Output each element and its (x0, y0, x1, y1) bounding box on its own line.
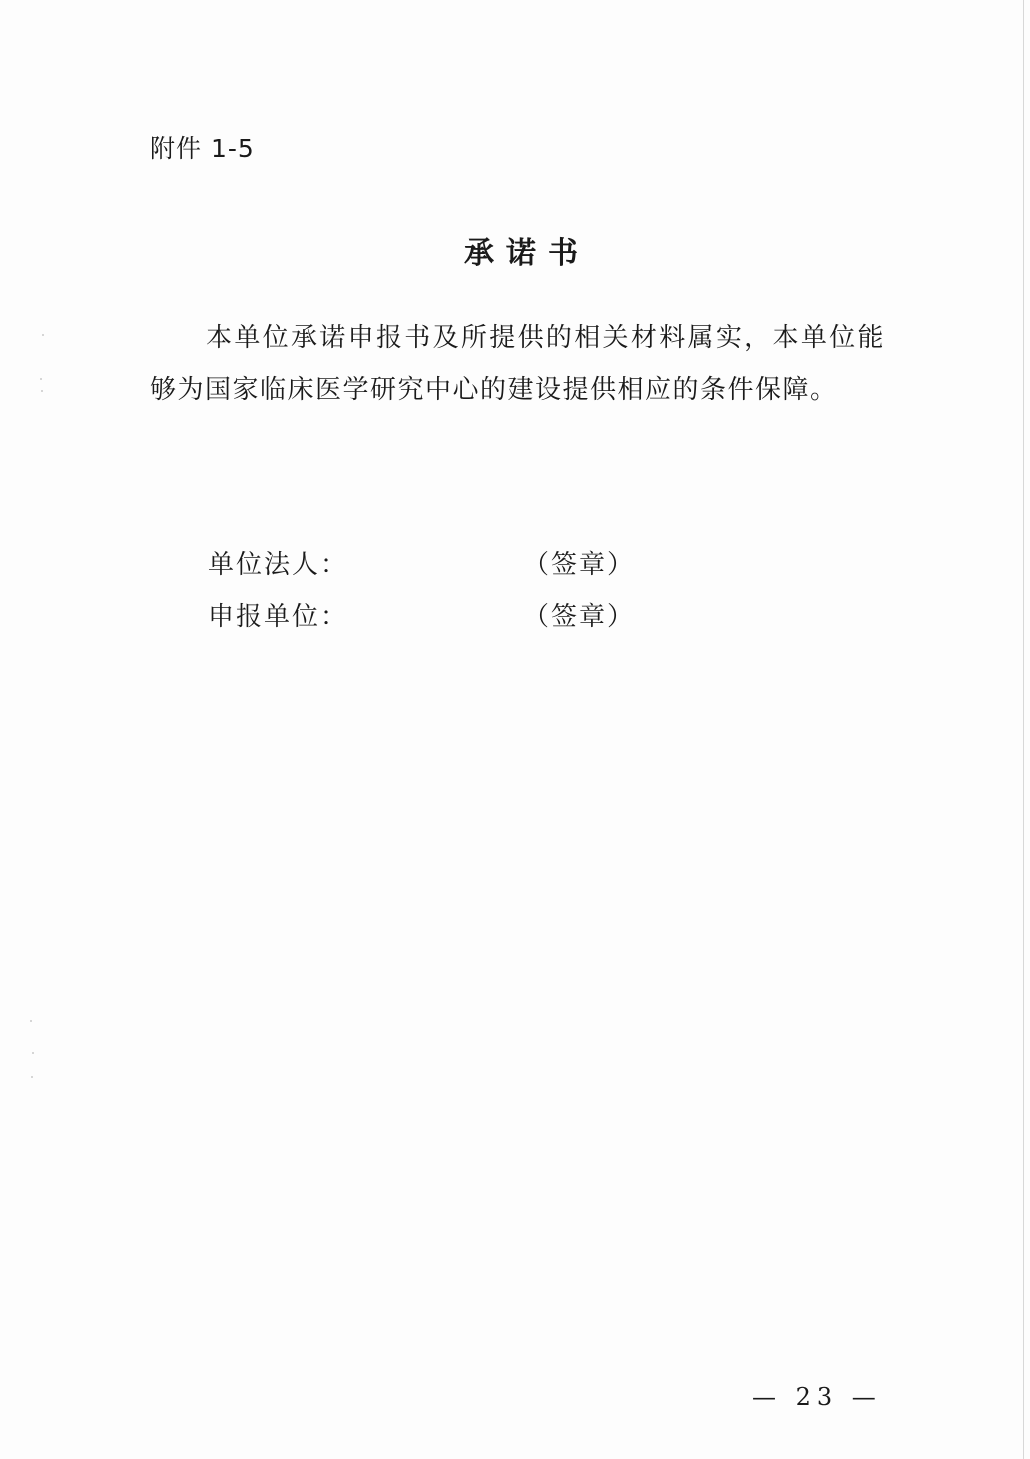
scan-speck (42, 334, 44, 336)
scan-edge-line (1023, 0, 1024, 1459)
signature-seal-note: （签章） (523, 550, 636, 580)
page-number: — 23 — (752, 1383, 882, 1411)
scan-speck (41, 390, 43, 392)
scan-speck (30, 1020, 32, 1022)
scan-speck (31, 1076, 33, 1078)
attachment-label: 附件 1-5 (150, 134, 255, 163)
signature-row-applicant-unit (208, 597, 635, 637)
scan-speck (32, 1052, 34, 1054)
signature-label: 单位法人： (208, 550, 349, 580)
commitment-paragraph: 本单位承诺申报书及所提供的相关材料属实，本单位能够为国家临床医学研究中心的建设提供相应的条件保障。 (150, 323, 885, 405)
scan-speck (40, 378, 42, 380)
signature-row-legal-representative (208, 545, 635, 585)
signature-label: 申报单位： (208, 602, 349, 632)
document-title: 承诺书 (464, 236, 590, 271)
signature-seal-note: （签章） (523, 602, 636, 632)
